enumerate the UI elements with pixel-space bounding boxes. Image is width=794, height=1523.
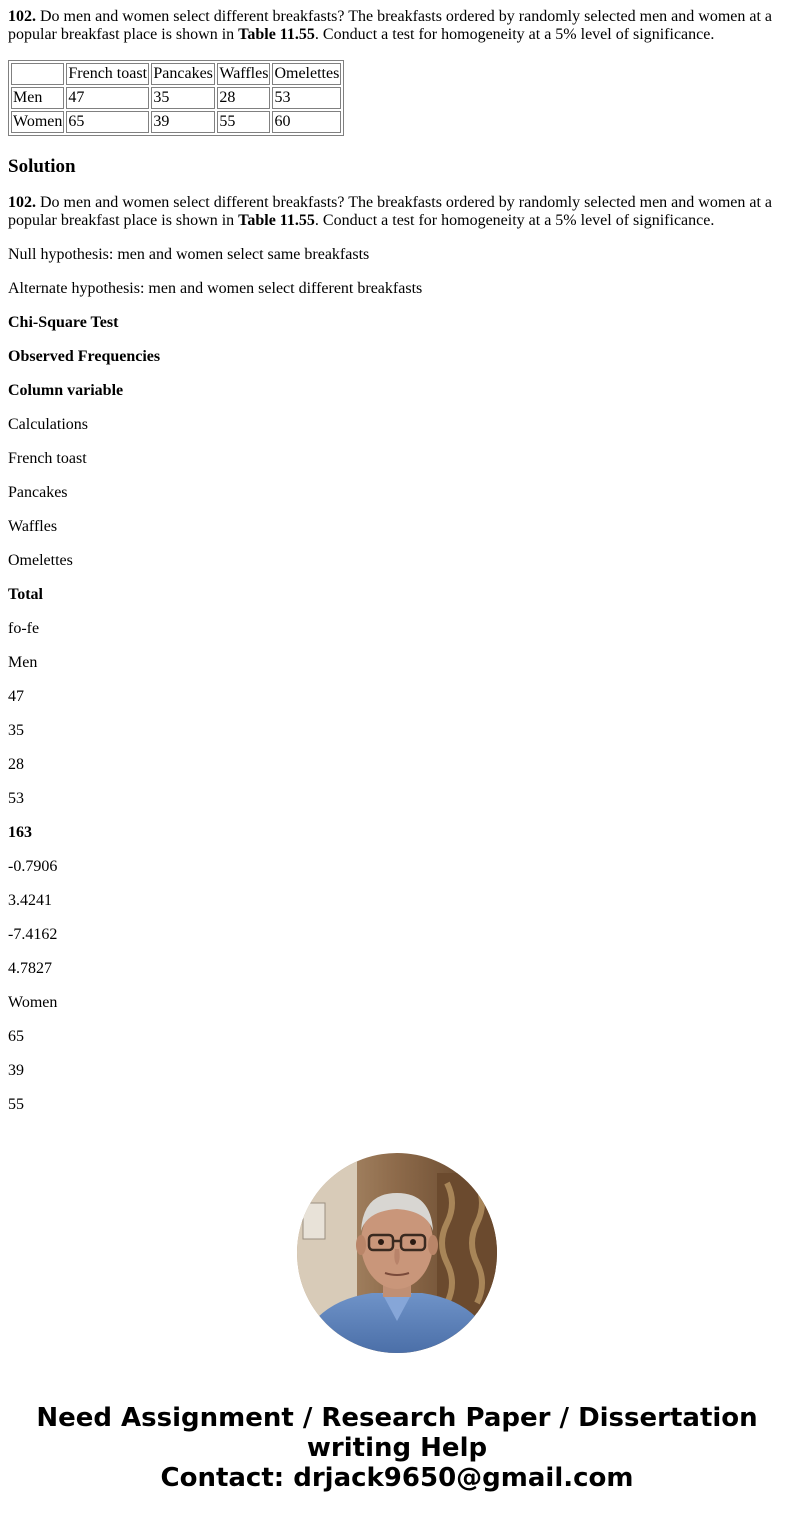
- solution-line: -7.4162: [8, 926, 58, 943]
- breakfast-table: [8, 60, 344, 136]
- table-cell: 28: [217, 87, 270, 109]
- solution-line: Pancakes: [8, 484, 68, 501]
- solution-question-text-b: . Conduct a test for homogeneity at a 5% level of significance.: [314, 212, 715, 229]
- solution-line: 28: [8, 756, 24, 773]
- solution-line: 4.7827: [8, 960, 52, 977]
- footer-contact: [0, 1403, 794, 1493]
- solution-question-text-a: Do men and women select different breakfasts? The breakfasts ordered by randomly selected men and women at a popular breakfast place is shown in: [8, 194, 773, 229]
- table-header-cell: French toast: [66, 63, 149, 85]
- solution-table-reference: Table 11.55: [238, 212, 315, 229]
- table-reference: Table 11.55: [238, 26, 315, 43]
- footer-line-1: Need Assignment / Research Paper / Dissertation: [36, 1403, 758, 1433]
- solution-question-number: 102.: [8, 194, 36, 211]
- table-header-row: [11, 63, 341, 85]
- solution-line: Column variable: [8, 382, 124, 399]
- table-cell: Women: [11, 111, 64, 133]
- solution-line: 163: [8, 824, 32, 841]
- table-row: [11, 87, 341, 109]
- solution-question-paragraph: [8, 194, 786, 230]
- solution-line: Calculations: [8, 416, 88, 433]
- question-paragraph: [8, 8, 786, 44]
- solution-line: 65: [8, 1028, 24, 1045]
- solution-line: Men: [8, 654, 38, 671]
- table-cell: 53: [272, 87, 341, 109]
- solution-line: 55: [8, 1096, 24, 1113]
- author-photo-image: [297, 1153, 497, 1353]
- question-text-b: . Conduct a test for homogeneity at a 5% level of significance.: [314, 26, 715, 43]
- table-cell: 65: [66, 111, 149, 133]
- solution-line: 53: [8, 790, 24, 807]
- table-header-cell: Waffles: [217, 63, 270, 85]
- solution-line: 47: [8, 688, 24, 705]
- solution-line: 3.4241: [8, 892, 52, 909]
- table-cell: 60: [272, 111, 341, 133]
- table-cell: 47: [66, 87, 149, 109]
- solution-line: Women: [8, 994, 58, 1011]
- table-header-cell: [11, 63, 64, 85]
- table-cell: Men: [11, 87, 64, 109]
- question-number: 102.: [8, 8, 36, 25]
- solution-line: Omelettes: [8, 552, 73, 569]
- solution-line: -0.7906: [8, 858, 58, 875]
- solution-line: 39: [8, 1062, 24, 1079]
- table-cell: 35: [151, 87, 215, 109]
- solution-line: fo-fe: [8, 620, 40, 637]
- solution-line: French toast: [8, 450, 87, 467]
- table-cell: 39: [151, 111, 215, 133]
- solution-line: Observed Frequencies: [8, 348, 161, 365]
- footer-line-3: Contact: drjack9650@gmail.com: [160, 1463, 634, 1493]
- solution-line: Chi-Square Test: [8, 314, 119, 331]
- table-row: [11, 111, 341, 133]
- table-header-cell: Pancakes: [151, 63, 215, 85]
- solution-line: 35: [8, 722, 24, 739]
- author-photo: [297, 1153, 497, 1353]
- solution-line: Alternate hypothesis: men and women select different breakfasts: [8, 280, 423, 297]
- solution-lines: [8, 246, 786, 1114]
- question-text-a: Do men and women select different breakfasts? The breakfasts ordered by randomly selected men and women at a popular breakfast place is shown in: [8, 8, 773, 43]
- table-header-cell: Omelettes: [272, 63, 341, 85]
- solution-line: Waffles: [8, 518, 58, 535]
- footer-line-2: writing Help: [306, 1433, 488, 1463]
- solution-line: Total: [8, 586, 43, 603]
- solution-heading: Solution: [8, 156, 76, 177]
- solution-line: Null hypothesis: men and women select same breakfasts: [8, 246, 370, 263]
- table-cell: 55: [217, 111, 270, 133]
